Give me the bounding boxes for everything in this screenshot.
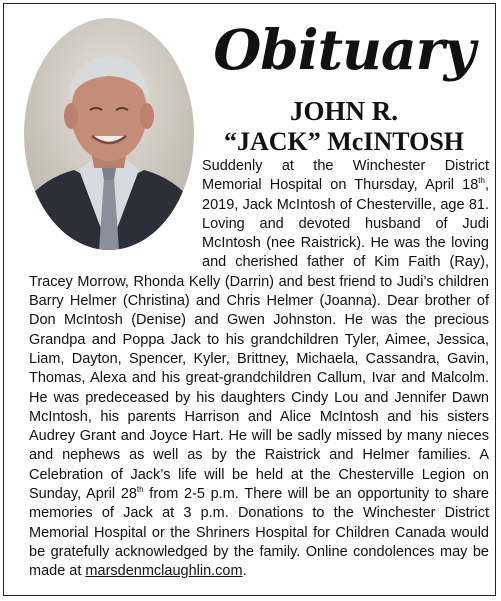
obituary-frame <box>3 3 496 596</box>
ordinal-suffix: th <box>136 485 144 495</box>
ordinal-suffix: th <box>478 176 485 186</box>
obituary-title: Obituary <box>213 17 475 82</box>
condolences-link[interactable]: marsdenmclaughlin.com <box>85 563 243 580</box>
deceased-name-line2: “JACK” McINTOSH <box>223 127 465 156</box>
body-text-end: . <box>242 563 247 580</box>
photo-wrap-spacer <box>29 157 202 254</box>
obituary-body <box>29 157 489 582</box>
body-text-part3: from 2-5 p.m. There will be an opportunity to share memories of Jack at 3 p.m. Donations to the Winchester District Memorial Hospital or the Shriners Hospital for Children Canada would be gratefully acknowledged by the family. Online condolences may be made at <box>29 486 489 580</box>
body-text-part1: Suddenly at the Winchester District Memorial Hospital on Thursday, April 18 <box>202 158 489 194</box>
deceased-name-line1: JOHN R. <box>290 96 398 126</box>
body-text-part2: , 2019, Jack McIntosh of Chesterville, age 81. Loving and devoted husband of Judi McIntosh (nee Raistrick). He was the loving and cherished father of Kim Faith (Ray), Tracey Morrow, Rhonda Kelly (Darrin) and best friend to Judi’s children Barry Helmer (Christina) and Chris Helmer (Joanna). Dear brother of Don McIntosh (Denise) and Gwen Johnston. He was the precious Grandpa and Poppa Jack to his grandchildren Tyler, Aimee, Jessica, Liam, Dayton, Spencer, Kyler, Brittney, Michaela, Cassandra, Gavin, Thomas, Alexa and his great-grandchildren Callum, Ivar and Malcolm. He was predeceased by his daughters Cindy Lou and Jennifer Dawn McIntosh, his parents Harrison and Alice McIntosh and his sisters Audrey Grant and Joyce Hart. He will be sadly missed by many nieces and nephews as well as by the Raistrick and Helmer families. A Celebration of Jack’s life will be held at the Chesterville Legion on Sunday, April 28 <box>29 177 489 503</box>
